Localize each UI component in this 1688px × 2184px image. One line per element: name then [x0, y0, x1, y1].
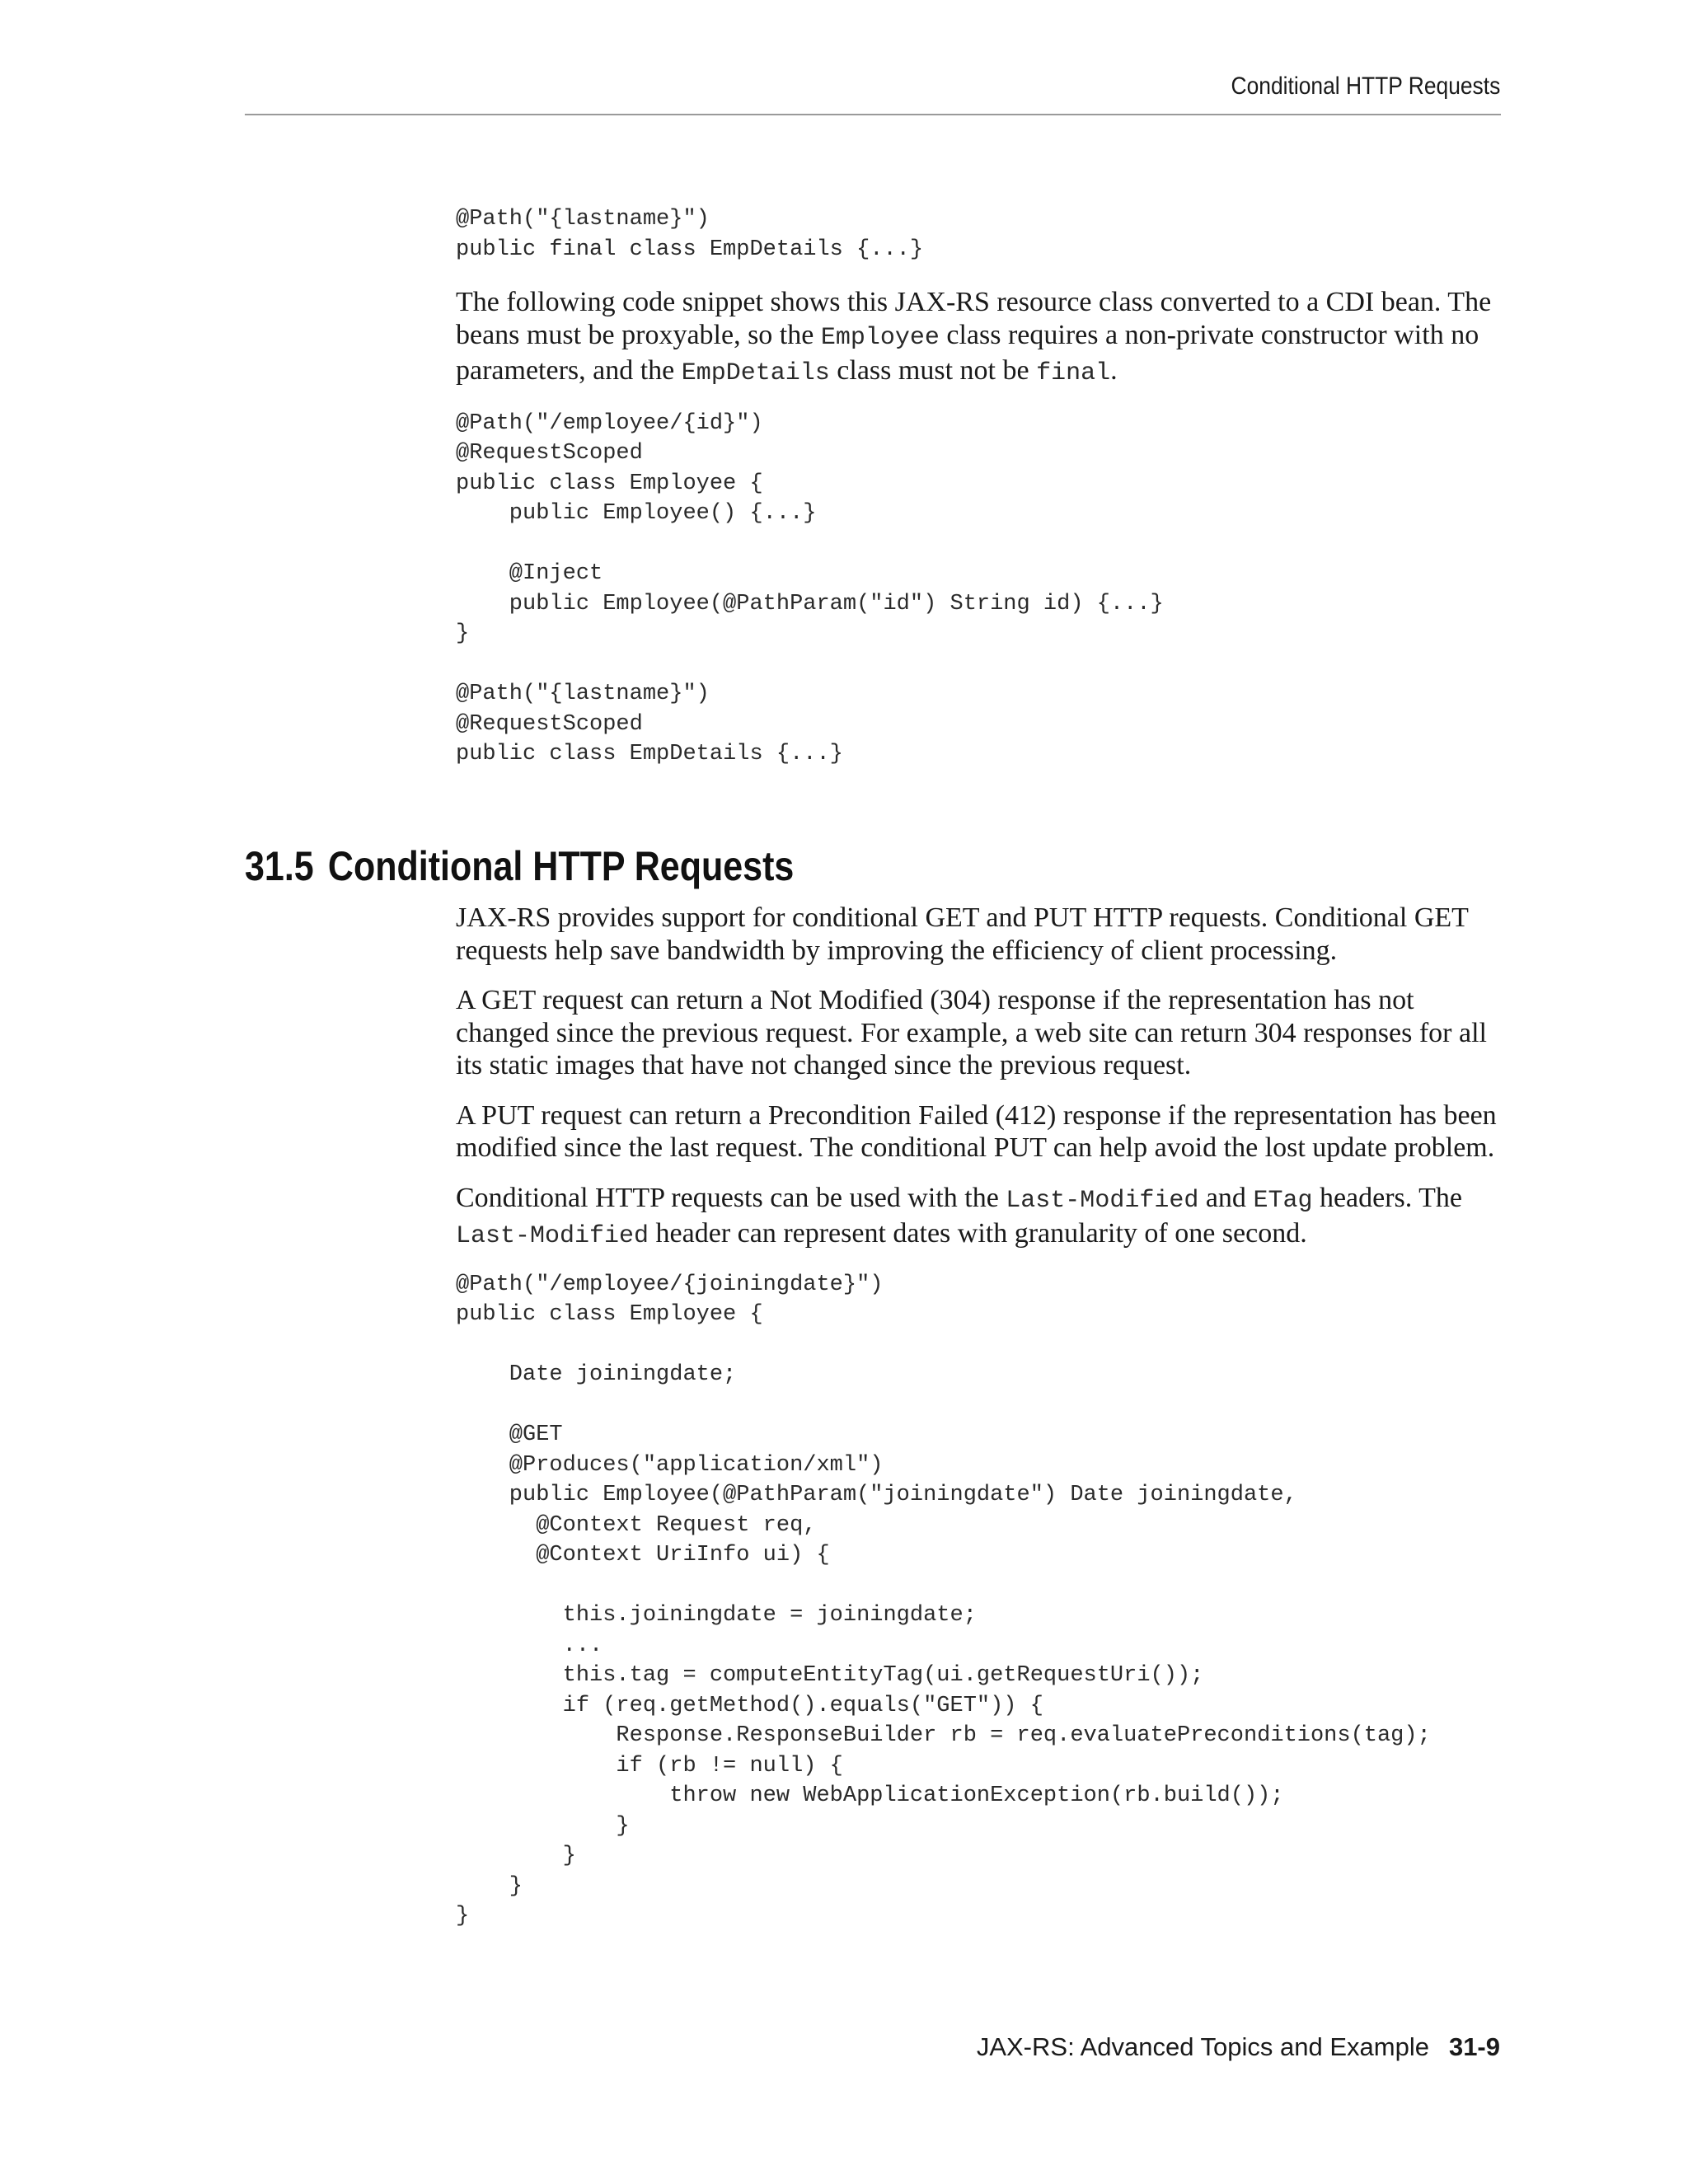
header-divider — [245, 114, 1501, 115]
text-segment: The following code snippet shows this JAX-RS resource class converted to a CDI bean. The beans must be proxyable, so the — [456, 287, 1492, 350]
paragraph-headers — [456, 1182, 1501, 1254]
inline-code-etag: ETag — [1253, 1186, 1313, 1215]
paragraph-get-304: A GET request can return a Not Modified (304) response if the representation has not changed since the previous request. For example, a web site can return 304 responses for all its static images that have not changed since the previous request. — [456, 985, 1487, 1080]
text-segment: class requires a non-private constructor with no parameters, and the — [456, 319, 1479, 386]
page-number: 31-9 — [1448, 2032, 1500, 2061]
paragraph-put-412: A PUT request can return a Precondition Failed (412) response if the representation has been modified since the last request. The conditional PUT can help avoid the lost update problem. — [456, 1099, 1497, 1163]
section-heading — [245, 842, 794, 890]
paragraph-cdi-bean — [456, 286, 1501, 391]
text-segment: Conditional HTTP requests can be used with the — [456, 1182, 1006, 1213]
page-footer — [977, 2032, 1500, 2062]
code-snippet-empdetails: @Path("{lastname}") public final class EmpDetails {...} — [456, 207, 924, 262]
upper-content — [456, 204, 1501, 770]
text-segment: class must not be — [829, 355, 1037, 386]
text-segment: . — [1110, 355, 1118, 386]
code-snippet-cdi-bean: @Path("/employee/{id}") @RequestScoped public class Employee { public Employee() {...} @Inject public Employee(@PathParam("id") String id) {...} } @Path("{lastname}") @RequestScoped public class EmpDetails {...} — [456, 410, 1164, 766]
inline-code-last-modified: Last-Modified — [1006, 1186, 1199, 1215]
footer-book-title: JAX-RS: Advanced Topics and Example — [976, 2032, 1429, 2061]
text-segment: headers. The — [1312, 1182, 1463, 1213]
text-segment: header can represent dates with granularity of one second. — [649, 1218, 1307, 1249]
section-number: 31.5 — [245, 843, 314, 889]
inline-code-employee: Employee — [820, 323, 940, 352]
text-segment: and — [1198, 1182, 1254, 1213]
inline-code-final: final — [1036, 359, 1111, 387]
section-title: Conditional HTTP Requests — [327, 843, 795, 889]
section-content — [456, 902, 1501, 1932]
paragraph-conditional-intro: JAX-RS provides support for conditional GET and PUT HTTP requests. Conditional GET requests help save bandwidth by improving the efficiency of client processing. — [456, 902, 1469, 966]
inline-code-last-modified: Last-Modified — [456, 1222, 649, 1250]
code-snippet-conditional-get: @Path("/employee/{joiningdate}") public class Employee { Date joiningdate; @GET @Produces("application/xml") public Employee(@PathParam("joiningdate") Date joiningdate, @Context Request req, @Context UriInfo ui) { this.joiningdate = joiningdate; ... this.tag = computeEntityTag(ui.getRequestUri()); if (req.getMethod().equals("GET")) { Response.ResponseBuilder rb = req.evaluatePreconditions(tag); if (rb != null) { throw new WebApplicationException(rb.build()); } } } } — [456, 1272, 1431, 1929]
inline-code-empdetails: EmpDetails — [681, 359, 830, 387]
running-header: Conditional HTTP Requests — [1231, 73, 1500, 100]
